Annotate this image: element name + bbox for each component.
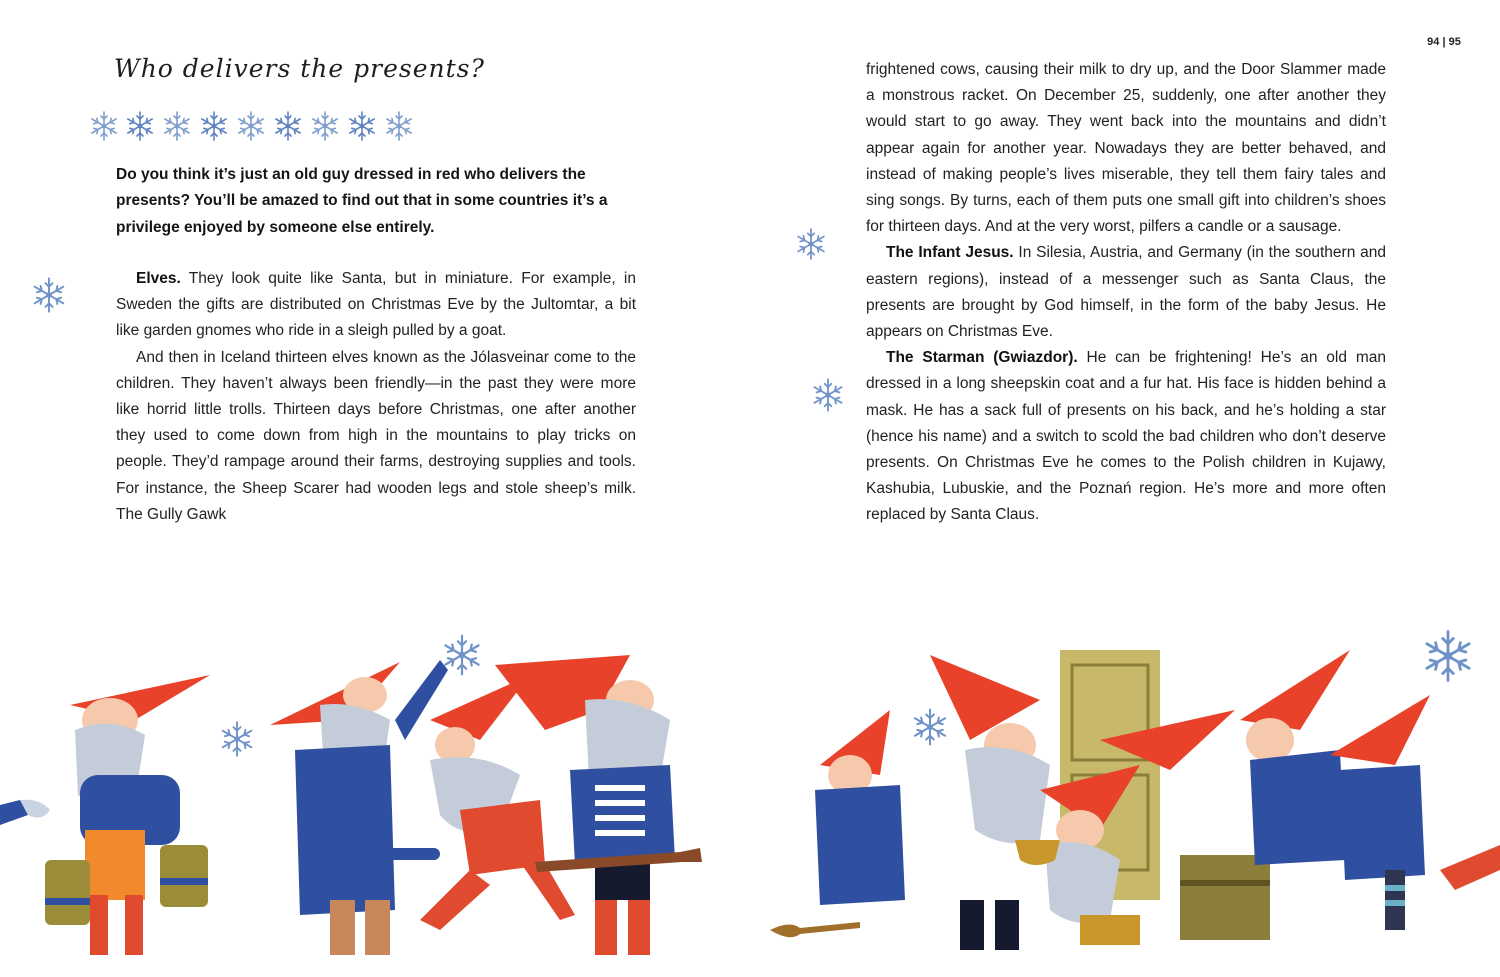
snowflake-icon [445, 636, 478, 675]
hand-left-edge [0, 800, 50, 825]
snowflake-icon [810, 377, 846, 413]
right-column [866, 57, 1386, 529]
term-starman: The Starman (Gwiazdor). [886, 349, 1078, 367]
snowflake-icon [235, 110, 267, 142]
snowflake-icon [124, 110, 156, 142]
gnomes-illustration [0, 600, 1500, 977]
paragraph-starman [866, 345, 1386, 528]
elves-text: They look quite like Santa, but in miniature. For example, in Sweden the gifts are distributed on Christmas Eve by the Jultomtar, a bit like garden gnomes who ride in a sleigh pulled by a goat. [116, 270, 636, 340]
snowflake-icon [1427, 632, 1469, 681]
snowflake-icon [272, 110, 304, 142]
snowflake-icon [88, 110, 120, 142]
snowflake-icon [161, 110, 193, 142]
infant-jesus-text: In Silesia, Austria, and Germany (in the southern and eastern regions), instead of a messenger such as Santa Claus, the presents are brought by God himself, in the form of the baby Jesus. He appears on Christmas Eve. [866, 244, 1386, 341]
page-numbers: 94 | 95 [1427, 36, 1461, 48]
term-infant-jesus: The Infant Jesus. [886, 244, 1014, 262]
paragraph-continuation: frightened cows, causing their milk to dry up, and the Door Slammer made a monstrous racket. On December 25, suddenly, one after another they would start to go away. They went back into the mountains and didn’t appear again for another year. Nowadays they are better behaved, and instead of making people’s lives miserable, they tell them fairy tales and sing songs. By turns, each of them puts one small gift into children’s shoes for thirteen days. And at the very worst, pilfers a candle or a sausage. [866, 61, 1386, 236]
snowflake-icon [309, 110, 341, 142]
snowflake-icon [383, 110, 415, 142]
snowflake-icon [794, 227, 828, 261]
paragraph-iceland: And then in Iceland thirteen elves known as the Jólasveinar come to the children. They haven’t always been friendly—in the past they were more like horrid little trolls. Thirteen days before Christmas, one after another they used to come down from high in the mountains to play tricks on people. They’d rampage around their farms, destroying supplies and tools. For instance, the Sheep Scarer had wooden legs and stole sheep’s milk. The Gully Gawk [116, 348, 636, 523]
snowflake-icon [915, 710, 945, 745]
snowflake-icon [346, 110, 378, 142]
paragraph-infant-jesus [866, 240, 1386, 345]
snowflake-divider [88, 110, 418, 146]
snowflake-icon [30, 276, 68, 314]
left-column [116, 266, 636, 528]
snowflake-icon [198, 110, 230, 142]
page-title: Who delivers the presents? [114, 54, 485, 83]
gnome-blue-coat [270, 660, 448, 955]
term-elves: Elves. [136, 270, 181, 287]
intro-paragraph: Do you think it’s just an old guy dressed in red who delivers the presents? You’ll be amazed to find out that in some countries it’s a privilege enjoyed by someone else entirely. [116, 166, 608, 236]
paragraph-elves [116, 266, 636, 345]
starman-text: He can be frightening! He’s an old man dressed in a long sheepskin coat and a fur hat. His face is hidden behind a mask. He has a sack full of presents on his back, and he’s holding a star (hence his name) and a switch to scold the bad children who don’t deserve presents. On Christmas Eve he comes to the Polish children in Kujawy, Kashubia, Lubuskie, and the Poznań region. He’s more and more often replaced by Santa Claus. [866, 349, 1386, 524]
gnome-with-buckets [45, 675, 210, 955]
snowflake-icon [223, 722, 252, 755]
spoon [770, 922, 860, 937]
